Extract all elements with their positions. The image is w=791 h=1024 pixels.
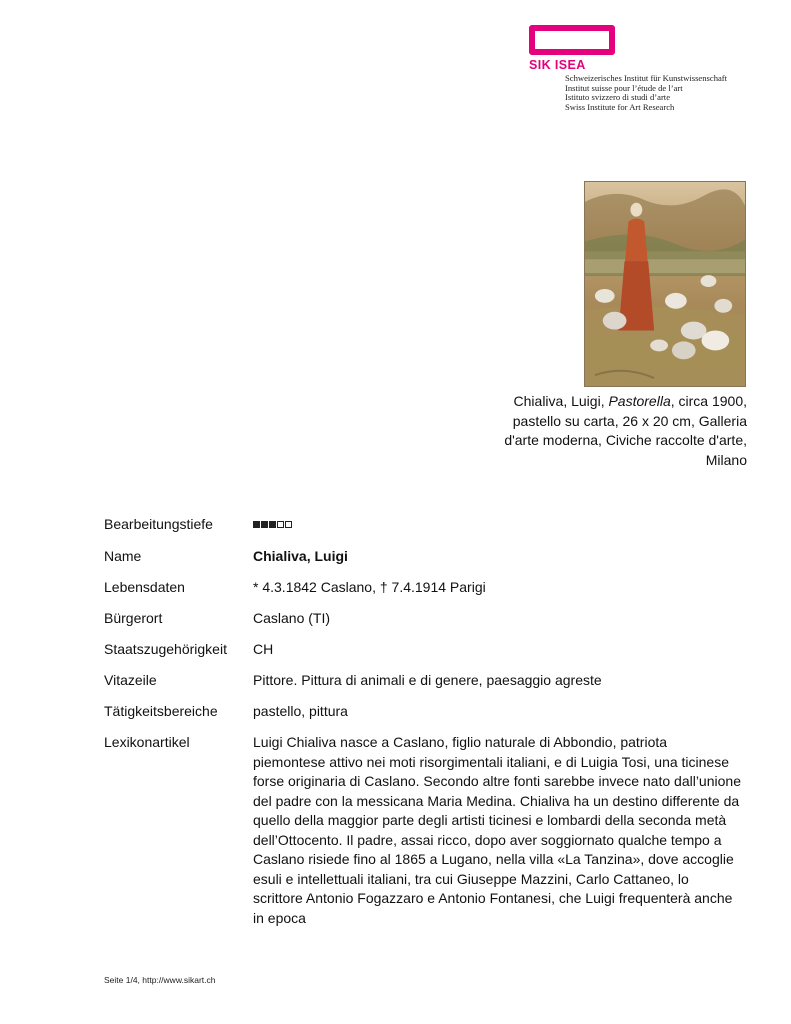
vita-label: Vitazeile [104, 672, 157, 688]
dates-value: * 4.3.1842 Caslano, † 7.4.1914 Parigi [253, 579, 486, 595]
logo-line-fr: Institut suisse pour l’étude de l’art [565, 82, 683, 93]
caption-title: Pastorella [608, 393, 671, 409]
depth-squares [253, 521, 653, 528]
logo-subtitle [565, 74, 759, 112]
article-text: Luigi Chialiva nasce a Caslano, figlio naturale di Abbondio, patriota piemontese attivo nei moti risorgimentali italiani, e di Luigia Tosi, una ticinese forse originaria di Caslano. Secondo altre fonti sarebbe invece nato dall’unione del padre con la messicana Maria Medina. Chialiva ha un destino differente da quello della maggior parte degli artisti ticinesi e lombardi della seconda metà dell’Ottocento. Il padre, assai ricco, dopo aver soggiornato qualche tempo a Caslano risiede fino al 1865 a Lugano, nella villa «La Tanzina», dove accoglie esuli e intellettuali italiani, tra cui Giuseppe Mazzini, Carlo Cattaneo, lo scrittore Antonio Fogazzaro e Antonio Fontanesi, che Luigi frequenterà anche in epoca [253, 734, 741, 926]
depth-square-empty-icon [285, 521, 292, 528]
artwork-image [584, 181, 746, 387]
nationality-value: CH [253, 641, 274, 657]
vita-value: Pittore. Pittura di animali e di genere, paesaggio agreste [253, 672, 602, 688]
dates-label: Lebensdaten [104, 579, 185, 595]
citizen-label: Bürgerort [104, 610, 163, 626]
article-label: Lexikonartikel [104, 734, 190, 750]
caption-artist: Chialiva, Luigi, [513, 393, 609, 409]
depth-square-empty-icon [277, 521, 284, 528]
logo-name: SIK ISEA [529, 58, 586, 72]
depth-indicator [253, 515, 653, 528]
fields-value: pastello, pittura [253, 703, 348, 719]
depth-square-filled-icon [261, 521, 268, 528]
depth-square-filled-icon [253, 521, 260, 528]
nationality-label: Staatszugehörigkeit [104, 641, 227, 657]
logo-line-en: Swiss Institute for Art Research [565, 101, 675, 112]
depth-square-filled-icon [269, 521, 276, 528]
logo-mark-icon [529, 25, 615, 55]
institute-logo [529, 25, 759, 112]
citizen-value: Caslano (TI) [253, 610, 331, 626]
logo-line-de: Schweizerisches Institut für Kunstwissenschaft [565, 73, 728, 83]
depth-label: Bearbeitungstiefe [104, 516, 213, 532]
pastel-painting-image [585, 182, 745, 386]
page-footer: Seite 1/4, http://www.sikart.ch [104, 975, 216, 985]
artwork-caption [487, 392, 747, 470]
name-label: Name [104, 548, 142, 564]
caption-details: , circa 1900, pastello su carta, 26 x 20 cm, Galleria d'arte moderna, Civiche raccolte d'arte, Milano [504, 393, 747, 468]
logo-line-it: Istituto svizzero di studi d’arte [565, 92, 671, 103]
fields-label: Tätigkeitsbereiche [104, 703, 218, 719]
name-value: Chialiva, Luigi [253, 548, 348, 564]
